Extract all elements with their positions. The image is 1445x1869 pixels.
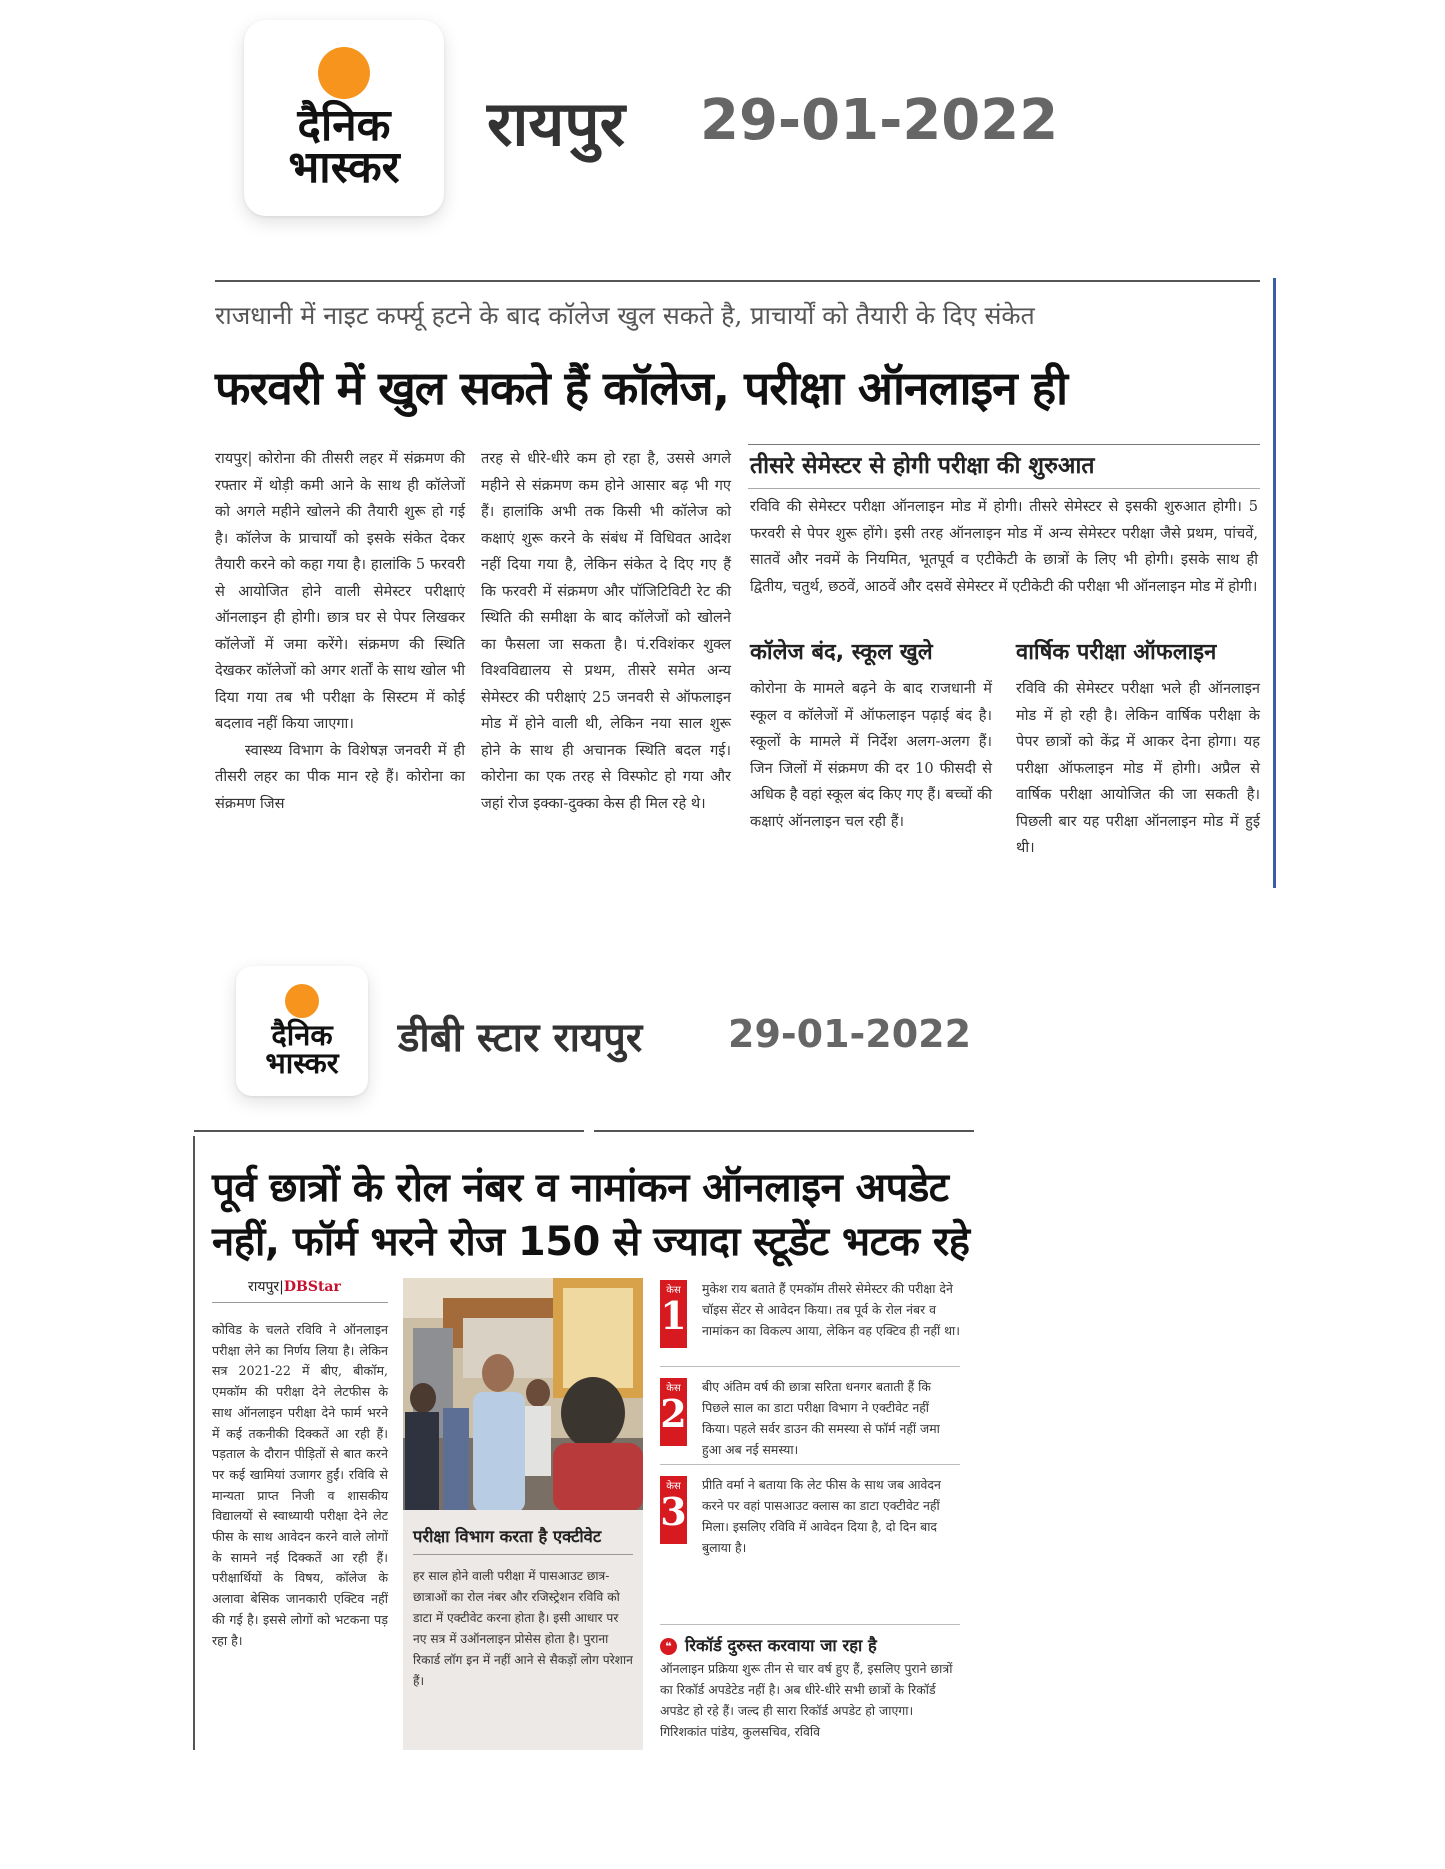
headline: फरवरी में खुल सकते हैं कॉलेज, परीक्षा ऑनलाइन ही	[215, 361, 1068, 415]
case-text: बीए अंतिम वर्ष की छात्रा सरिता धनगर बताती हैं कि पिछले साल का डाटा परीक्षा विभाग ने एक्टीवेट नहीं किया। पहले सर्वर डाउन की समस्या से फॉर्म नहीं जमा हुआ अब नई समस्या।	[702, 1379, 940, 1457]
body-annual-exam: रविवि की सेमेस्टर परीक्षा भले ही ऑनलाइन मोड में हो रही है। लेकिन वार्षिक परीक्षा के पेपर छात्रों को केंद्र में आकर देना होगा। यह परीक्षा ऑफलाइन मोड में होगी। अप्रैल से वार्षिक परीक्षा आयोजित की जा सकती है। पिछली बार यह परीक्षा ऑनलाइन मोड में हुई थी।	[1016, 680, 1260, 856]
news-clipping-1	[210, 278, 1270, 888]
body-third-semester: रविवि की सेमेस्टर परीक्षा ऑनलाइन मोड में होगी। तीसरे सेमेस्टर से इसकी शुरुआत होगी। 5 फरवरी से पेपर शुरू होंगे। इसी तरह ऑनलाइन मोड में अन्य सेमेस्टर परीक्षा जैसे प्रथम, पांचवें, सातवें और नवमें के नियमित, भूतपूर्व व एटीकेटी के छात्रों के लिए भी होगी। इसके साथ ही द्वितीय, चतुर्थ, छठवें, आठवें और दसवें सेमेस्टर में एटीकेटी की परीक्षा भी ऑनलाइन मोड में होगी।	[750, 498, 1258, 595]
subhead-colleges-closed: कॉलेज बंद, स्कूल खुले	[750, 640, 933, 665]
logo-line-2: भास्कर	[265, 1046, 339, 1080]
sun-dot-icon	[318, 47, 370, 99]
top-rule	[594, 1130, 974, 1132]
caption-title: परीक्षा विभाग करता है एक्टीवेट	[413, 1527, 602, 1546]
dainik-bhaskar-logo	[236, 966, 368, 1096]
sun-dot-icon	[285, 984, 319, 1018]
news-clipping-2	[190, 1130, 980, 1770]
headline-line-1: पूर्व छात्रों के रोल नंबर व नामांकन ऑनलाइन अपडेट	[212, 1165, 949, 1211]
case-separator	[660, 1464, 960, 1465]
body-column-1	[215, 446, 465, 817]
edition-date: 29-01-2022	[728, 1012, 972, 1056]
subhead-third-semester: तीसरे सेमेस्टर से होगी परीक्षा की शुरुआत	[750, 453, 1095, 479]
body-paragraph: स्वास्थ्य विभाग के विशेषज्ञ जनवरी में ही तीसरी लहर का पीक मान रहे हैं। कोरोना का संक्रमण जिस	[215, 741, 465, 812]
case-badge	[660, 1378, 687, 1446]
record-attribution: गिरिशकांत पांडेय, कुलसचिव, रविवि	[660, 1724, 820, 1739]
case-badge	[660, 1476, 687, 1544]
edition-city: डीबी स्टार रायपुर	[398, 1015, 643, 1061]
caption-rule	[413, 1554, 633, 1555]
office-queue-photo	[403, 1278, 643, 1512]
dainik-bhaskar-logo	[244, 20, 444, 216]
byline-city: रायपुर|	[248, 1279, 284, 1295]
photo-caption-box	[403, 1510, 643, 1750]
body-paragraph: तरह से धीरे-धीरे कम हो रहा है, उससे अगले महीने से संक्रमण कम होने आसार बढ़ भी गए हैं। हालांकि अभी तक किसी भी कॉलेज को कक्षाएं शुरू करने के संबंध में विधिवत आदेश नहीं दिया गया है, लेकिन संकेत दे दिए गए हैं कि फरवरी में संक्रमण और पॉजिटिविटी रेट की स्थिति की समीक्षा के बाद कॉलेजों को खोलने का फैसला जा सकता है। पं.रविशंकर शुक्ल विश्वविद्यालय से प्रथम, तीसरे समेत अन्य सेमेस्टर की परीक्षाएं 25 जनवरी से ऑफलाइन मोड में होने वाली थी, लेकिन नया साल शुरू होने के साथ ही अचानक स्थिति बदल गई। कोरोना का एक तरह से विस्फोट हो गया और जहां रोज इक्का-दुक्का केस ही मिल रहे थे।	[481, 450, 731, 812]
case-separator	[660, 1366, 960, 1367]
section-rule	[748, 444, 1260, 445]
record-subhead	[660, 1633, 877, 1656]
byline-rule	[212, 1302, 388, 1303]
edition-city: रायपुर	[487, 87, 625, 160]
case-label: केस	[666, 1383, 681, 1394]
caption-body: हर साल होने वाली परीक्षा में पासआउट छात्र-छात्राओं का रोल नंबर और रजिस्ट्रेशन रविवि को डाटा में एक्टीवेट करना होता है। इसी आधार पर नए सत्र में उऑनलाइन प्रोसेस होता है। पुराना रिकार्ड लॉग इन में नहीं आने से सैकड़ों लोग परेशान हैं।	[413, 1569, 633, 1688]
left-rule	[193, 1136, 195, 1750]
edition-date: 29-01-2022	[700, 88, 1059, 153]
body-column: कोविड के चलते रविवि ने ऑनलाइन परीक्षा लेने का निर्णय लिया है। लेकिन सत्र 2021-22 में बीए, बीकॉम, एमकॉम की परीक्षा देने लेटफीस के साथ ऑनलाइन परीक्षा देने फार्म भरने में कई तकनीकी दिक्कतें आ रही हैं। पड़ताल के दौरान पीड़ितों से बात करने पर कई खामियां उजागर हुईं। रविवि से मान्यता प्राप्त निजी व शासकीय विद्यालयों से स्वाध्यायी परीक्षा देने लेट फीस के साथ आवेदन करने वाले लोगों के सामने नई दिक्कतें आ रही हैं। परीक्षार्थियों के विषय, कॉलेज के अलावा बेसिक जानकारी एक्टिव नहीं की गई है। इससे लोगों को भटकना पड़ रहा है।	[212, 1322, 388, 1648]
logo-line-1: दैनिक	[271, 1018, 333, 1053]
top-rule	[194, 1130, 584, 1132]
headline-line-2: नहीं, फॉर्म भरने रोज 150 से ज्यादा स्टूडेंट भटक रहे	[212, 1219, 970, 1265]
quote-icon: ❝	[660, 1638, 677, 1655]
body-colleges-closed: कोरोना के मामले बढ़ने के बाद राजधानी में स्कूल व कॉलेजों में ऑफलाइन पढ़ाई बंद है। स्कूलों के मामले में निर्देश अलग-अलग हैं। जिन जिलों में संक्रमण की दर 10 फीसदी से अधिक है वहां स्कूल बंद किए गए हैं। बच्चों की कक्षाएं ऑनलाइन चल रही हैं।	[750, 680, 992, 830]
case-number: 1	[660, 1293, 687, 1338]
case-text: प्रीति वर्मा ने बताया कि लेट फीस के साथ जब आवेदन करने पर वहां पासआउट क्लास का डाटा एक्टीवेट नहीं मिला। इसलिए रविवि में आवेदन दिया है, दो दिन बाद बुलाया है।	[702, 1477, 941, 1555]
subhead-annual-exam: वार्षिक परीक्षा ऑफलाइन	[1016, 640, 1217, 665]
record-text: ऑनलाइन प्रक्रिया शुरू तीन से चार वर्ष हुए हैं, इसलिए पुराने छात्रों का रिकॉर्ड अपडेटेड नहीं है। अब धीरे-धीरे सभी छात्रों के रिकॉर्ड अपडेट हो रहे हैं। जल्द ही सारा रिकॉर्ड अपडेट हो जाएगा।	[660, 1661, 953, 1718]
right-rule	[1273, 278, 1276, 888]
kicker: राजधानी में नाइट कर्फ्यू हटने के बाद कॉलेज खुल सकते है, प्राचार्यों को तैयारी के दिए संकेत	[215, 301, 1035, 330]
case-text: मुकेश राय बताते हैं एमकॉम तीसरे सेमेस्टर की परीक्षा देने चॉइस सेंटर से आवेदन किया। तब पूर्व के रोल नंबर व नामांकन का विकल्प आया, लेकिन वह एक्टिव ही नहीं था।	[702, 1281, 960, 1338]
byline	[248, 1277, 341, 1296]
section-rule	[748, 488, 1260, 489]
news-photo	[403, 1278, 643, 1512]
case-label: केस	[666, 1285, 681, 1296]
case-number: 2	[660, 1391, 687, 1436]
logo-line-1: दैनिक	[297, 100, 391, 152]
body-column-2	[481, 446, 731, 817]
case-number: 3	[660, 1489, 687, 1534]
top-rule	[215, 280, 1260, 282]
body-paragraph: रायपुर| कोरोना की तीसरी लहर में संक्रमण की रफ्तार में थोड़ी कमी आने के साथ ही कॉलेजों को अगले महीने खोलने की तैयारी शुरू हो गई है। कॉलेज के प्राचार्यों को इसके संकेत देकर तैयारी करने को कहा गया है। हालांकि 5 फरवरी से आयोजित होने वाली सेमेस्टर परीक्षाएं ऑनलाइन ही होगी। छात्र घर से पेपर लिखकर कॉलेजों में जमा करेंगे। संक्रमण की स्थिति देखकर कॉलेजों को अगर शर्तों के साथ खोल भी दिया गया तब भी परीक्षा के सिस्टम में कोई बदलाव नहीं किया जाएगा।	[215, 450, 465, 732]
case-label: केस	[666, 1481, 681, 1492]
record-body	[660, 1658, 960, 1742]
case-separator	[660, 1624, 960, 1625]
byline-brand: DBStar	[283, 1279, 341, 1295]
logo-line-2: भास्कर	[288, 142, 400, 193]
record-title: रिकॉर्ड दुरुस्त करवाया जा रहा है	[685, 1636, 877, 1655]
case-badge	[660, 1280, 687, 1348]
